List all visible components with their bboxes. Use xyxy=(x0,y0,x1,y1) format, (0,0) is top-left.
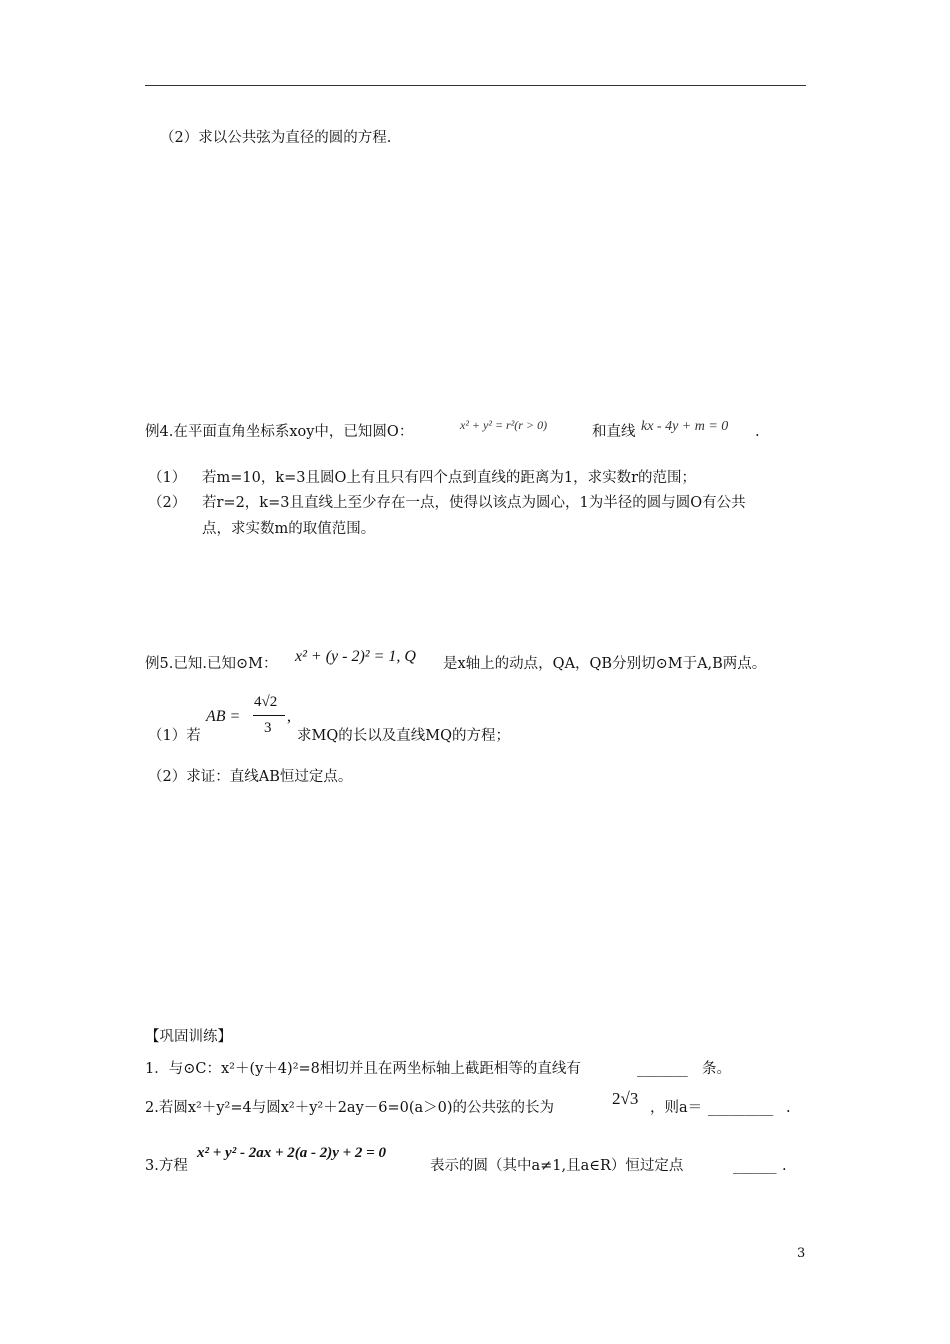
ab-fraction-denominator: 3 xyxy=(264,720,272,736)
example-5-tail: 是x轴上的动点，QA，QB分别切⊙M于A,B两点。 xyxy=(443,656,767,672)
practice-item-3-equation: x² + y² - 2ax + 2(a - 2)y + 2 = 0 xyxy=(197,1145,386,1161)
practice-item-2-blank: _________ xyxy=(708,1100,774,1116)
example-5-equation: x² + (y - 2)² = 1, Q xyxy=(295,648,416,665)
example-5-q1-prefix: （1）若 xyxy=(148,728,201,744)
example-4-q1-number: （1） xyxy=(148,470,187,486)
practice-item-2-mid: ，则a＝ xyxy=(650,1100,703,1116)
practice-item-2-value: 2√3 xyxy=(612,1089,639,1108)
practice-item-3: 3.方程 xyxy=(145,1158,188,1174)
practice-item-1: 1．与⊙C：x²＋(y＋4)²=8相切并且在两坐标轴上截距相等的直线有 xyxy=(145,1061,581,1077)
example-4-lead: 例4.在平面直角坐标系xoy中，已知圆O： xyxy=(145,424,414,440)
practice-item-3-blank: ______ xyxy=(733,1158,777,1174)
question-2-text: （2）求以公共弦为直径的圆的方程. xyxy=(160,130,392,146)
practice-item-3-end: . xyxy=(782,1158,787,1174)
ab-fraction-bar xyxy=(253,715,285,716)
practice-item-2-end: . xyxy=(786,1100,791,1116)
example-5-q1-suffix: 求MQ的长以及直线MQ的方程； xyxy=(297,728,510,744)
practice-item-1-blank: _______ xyxy=(637,1061,688,1077)
example-4-q1-text: 若m=10，k=3且圆O上有且只有四个点到直线的距离为1，求实数r的范围； xyxy=(202,470,697,486)
example-4-q2-text: 若r=2，k=3且直线上至少存在一点，使得以该点为圆心，1为半径的圆与圆O有公共 xyxy=(202,495,746,511)
example-4-end: . xyxy=(755,424,760,440)
example-5-lead: 例5.已知.已知⊙M： xyxy=(145,656,278,672)
practice-item-1-end: 条。 xyxy=(702,1061,731,1077)
ab-fraction-numerator: 4√2 xyxy=(254,694,278,710)
practice-item-2: 2.若圆x²＋y²=4与圆x²＋y²＋2ay－6=0(a＞0)的公共弦的长为 xyxy=(145,1100,555,1116)
example-4-q2-number: （2） xyxy=(148,495,187,511)
practice-heading: 【巩固训练】 xyxy=(145,1029,232,1045)
example-4-circle-equation: x² + y² = r²(r > 0) xyxy=(460,418,548,432)
example-4-mid: 和直线 xyxy=(592,424,636,440)
page-number: 3 xyxy=(797,1246,806,1261)
header-rule xyxy=(145,85,806,86)
example-5-q2: （2）求证：直线AB恒过定点。 xyxy=(148,769,353,785)
example-4-line-equation: kx - 4y + m = 0 xyxy=(641,419,729,434)
example-4-q2-text-continued: 点，求实数m的取值范围。 xyxy=(202,521,376,537)
ab-lhs: AB = xyxy=(206,708,241,725)
practice-item-3-mid: 表示的圆（其中a≠1,且a∈R）恒过定点 xyxy=(430,1158,684,1174)
ab-comma: , xyxy=(287,708,291,725)
